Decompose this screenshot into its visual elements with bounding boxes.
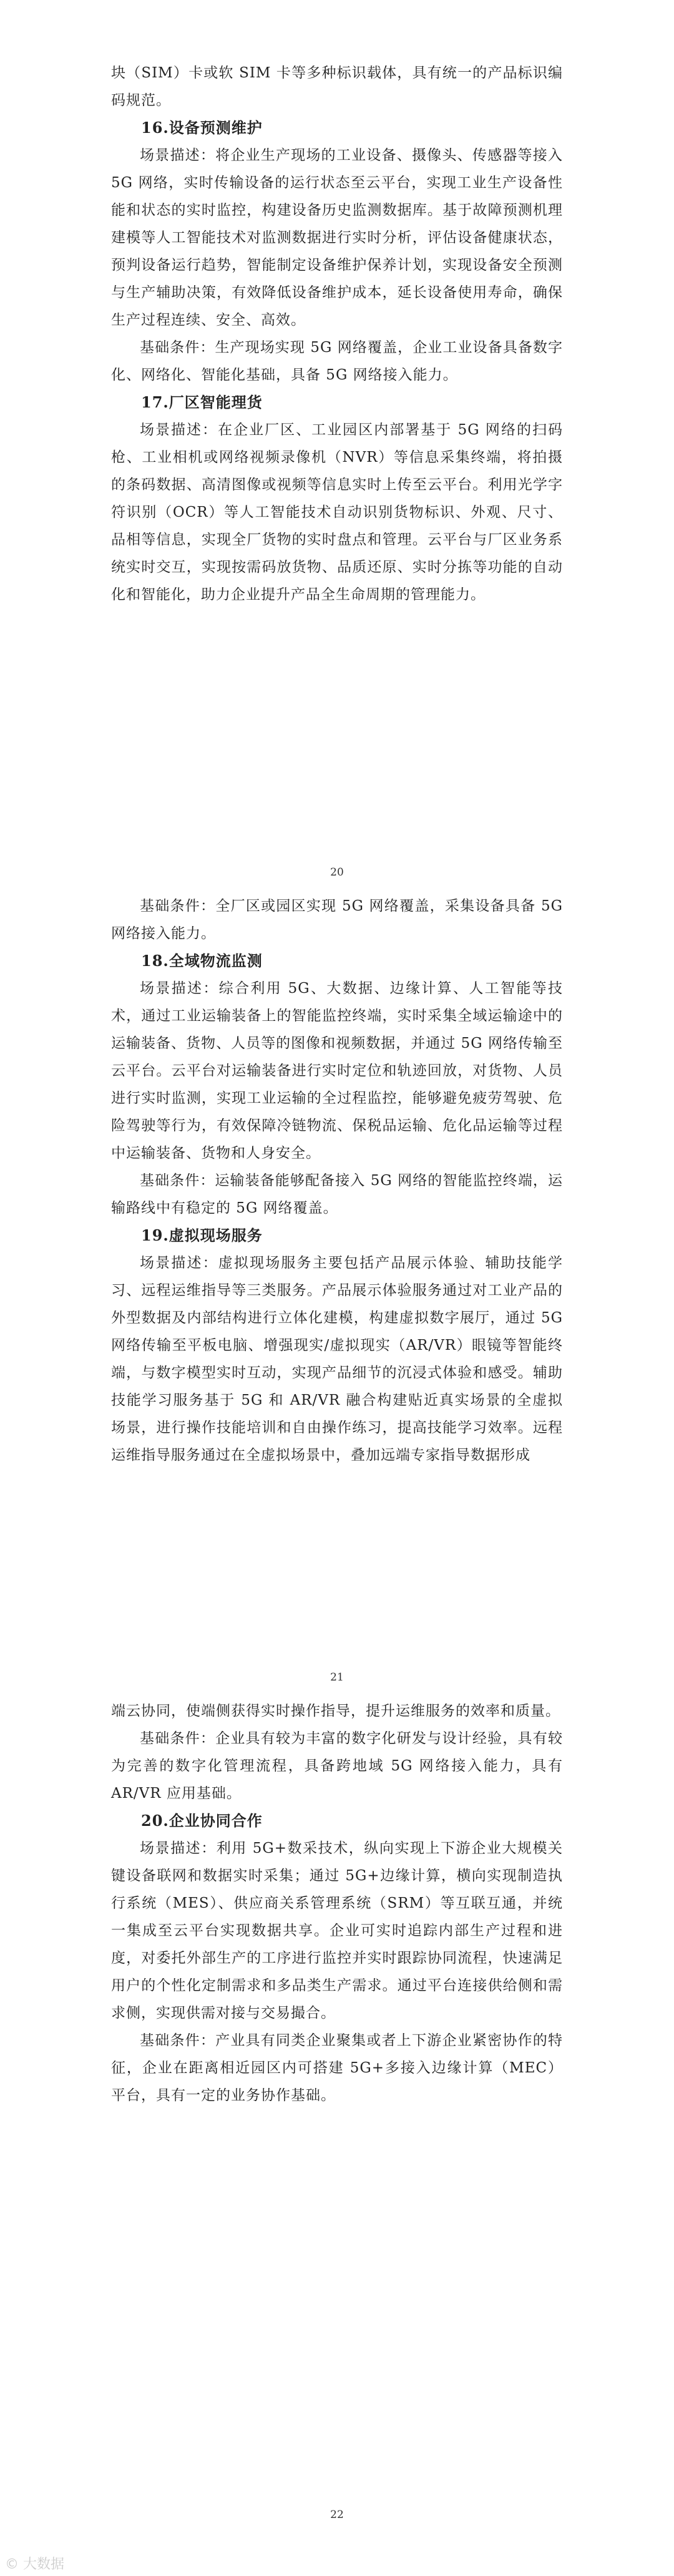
paragraph-20-basis: 基础条件：产业具有同类企业聚集或者上下游企业紧密协作的特征，企业在距离相近园区内可搭建 5G+多接入边缘计算（MEC）平台，具有一定的业务协作基础。 bbox=[111, 2032, 563, 2104]
paragraph-16-basis: 基础条件：生产现场实现 5G 网络覆盖，企业工业设备具备数字化、网络化、智能化基础，具备 5G 网络接入能力。 bbox=[111, 339, 563, 383]
heading-16: 16.设备预测维护 bbox=[141, 119, 263, 137]
watermark: © 大数据 bbox=[5, 2557, 64, 2572]
continued-paragraph: 端云协同，使端侧获得实时操作指导，提升运维服务的效率和质量。 bbox=[111, 1703, 560, 1719]
page-21-body bbox=[0, 892, 674, 1469]
paragraph-20-scene: 场景描述：利用 5G+数采技术，纵向实现上下游企业大规模关键设备联网和数据实时采集；通过 5G+边缘计算，横向实现制造执行系统（MES）、供应商关系管理系统（SRM）等互联互通，并统一集成至云平台实现数据共享。企业可实时追踪内部生产过程和进度，对委托外部生产的工序进行监控并实时跟踪协同流程，快速满足用户的个性化定制需求和多品类生产需求。通过平台连接供给侧和需求侧，实现供需对接与交易撮合。 bbox=[111, 1840, 563, 2021]
page-number: 21 bbox=[330, 1671, 344, 1684]
page-number: 20 bbox=[330, 866, 344, 879]
page-22-body bbox=[0, 1697, 674, 2109]
heading-20: 20.企业协同合作 bbox=[141, 1812, 263, 1830]
paragraph-18-basis: 基础条件：运输装备能够配备接入 5G 网络的智能监控终端，运输路线中有稳定的 5G 网络覆盖。 bbox=[111, 1173, 563, 1216]
paragraph-19-basis: 基础条件：企业具有较为丰富的数字化研发与设计经验，具有较为完善的数字化管理流程，具备跨地域 5G 网络接入能力，具有 AR/VR 应用基础。 bbox=[111, 1730, 563, 1802]
paragraph-19-scene: 场景描述：虚拟现场服务主要包括产品展示体验、辅助技能学习、远程运维指导等三类服务。产品展示体验服务通过对工业产品的外型数据及内部结构进行立体化建模，构建虚拟数字展厅，通过 5G 网络传输至平板电脑、增强现实/虚拟现实（AR/VR）眼镜等智能终端，与数字模型实时互动，实现产品细节的沉浸式体验和感受。辅助技能学习服务基于 5G 和 AR/VR 融合构建贴近真实场景的全虚拟场景，进行操作技能培训和自由操作练习，提高技能学习效率。远程运维指导服务通过在全虚拟场景中，叠加远端专家指导数据形成 bbox=[111, 1255, 563, 1463]
paragraph-16-scene: 场景描述：将企业生产现场的工业设备、摄像头、传感器等接入 5G 网络，实时传输设备的运行状态至云平台，实现工业生产设备性能和状态的实时监控，构建设备历史监测数据库。基于故障预测机理建模等人工智能技术对监测数据进行实时分析，评估设备健康状态，预判设备运行趋势，智能制定设备维护保养计划，实现设备安全预测与生产辅助决策，有效降低设备维护成本，延长设备使用寿命，确保生产过程连续、安全、高效。 bbox=[111, 147, 563, 328]
page-number: 22 bbox=[330, 2509, 344, 2521]
heading-18: 18.全域物流监测 bbox=[141, 952, 263, 970]
heading-19: 19.虚拟现场服务 bbox=[141, 1226, 263, 1244]
heading-17: 17.厂区智能理货 bbox=[141, 393, 263, 411]
paragraph-17-scene: 场景描述：在企业厂区、工业园区内部署基于 5G 网络的扫码枪、工业相机或网络视频录像机（NVR）等信息采集终端，将拍摄的条码数据、高清图像或视频等信息实时上传至云平台。利用光学字符识别（OCR）等人工智能技术自动识别货物标识、外观、尺寸、品相等信息，实现全厂货物的实时盘点和管理。云平台与厂区业务系统实时交互，实现按需码放货物、品质还原、实时分拣等功能的自动化和智能化，助力企业提升产品全生命周期的管理能力。 bbox=[111, 422, 563, 603]
page-20-body bbox=[0, 59, 674, 608]
paragraph-17-basis: 基础条件：全厂区或园区实现 5G 网络覆盖，采集设备具备 5G 网络接入能力。 bbox=[111, 898, 563, 942]
paragraph-18-scene: 场景描述：综合利用 5G、大数据、边缘计算、人工智能等技术，通过工业运输装备上的智能监控终端，实时采集全域运输途中的运输装备、货物、人员等的图像和视频数据，并通过 5G 网络传输至云平台。云平台对运输装备进行实时定位和轨迹回放，对货物、人员进行实时监测，实现工业运输的全过程监控，能够避免疲劳驾驶、危险驾驶等行为，有效保障冷链物流、保税品运输、危化品运输等过程中运输装备、货物和人身安全。 bbox=[111, 980, 563, 1161]
continued-paragraph: 块（SIM）卡或软 SIM 卡等多种标识载体，具有统一的产品标识编码规范。 bbox=[111, 65, 563, 109]
